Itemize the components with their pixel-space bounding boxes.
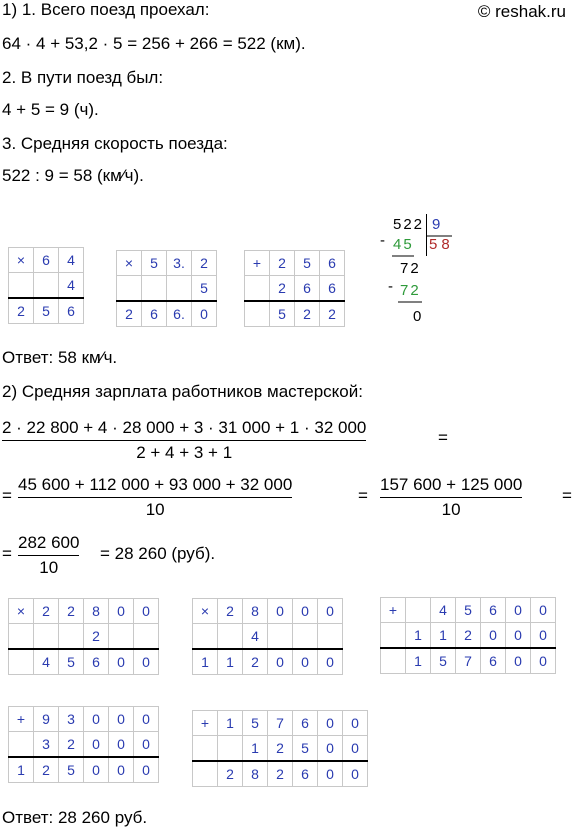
long-division-522-by-9 [380, 206, 470, 326]
column-addition-157600-125000 [192, 710, 368, 787]
grid-cell: 8 [84, 599, 109, 624]
grid-result-cell: 6 [142, 301, 167, 327]
grid-cell: 0 [318, 599, 343, 624]
grid-result-cell: 0 [109, 649, 134, 675]
grid-cell [381, 623, 406, 649]
grid-cell [268, 624, 293, 650]
watermark: © reshak.ru [477, 2, 566, 21]
grid-row [193, 599, 343, 624]
grid-cell: 5 [456, 598, 481, 623]
grid-row [9, 273, 84, 299]
fraction-1-bar [2, 440, 366, 441]
grid-cell: 5 [295, 251, 320, 276]
grid-cell [193, 736, 218, 762]
division-quotient: 58 [429, 236, 454, 253]
fraction-4-numerator: 282 600 [18, 533, 80, 552]
grid-cell: × [9, 599, 34, 624]
grid-result-cell: 5 [59, 757, 84, 783]
grid-result-cell: 0 [318, 761, 343, 787]
grid-cell: 5 [192, 276, 217, 302]
grid-result-cell: 2 [218, 761, 243, 787]
grid-cell: 2 [270, 251, 295, 276]
grid-cell: 0 [268, 599, 293, 624]
grid-cell [9, 624, 34, 650]
part1-step-2: 2. В пути поезд был: [2, 68, 164, 87]
grid-result-cell: 2 [268, 761, 293, 787]
grid-result-cell: 5 [59, 649, 84, 675]
grid-result-cell: 2 [243, 649, 268, 675]
grid-cell: 6 [320, 251, 345, 276]
grid-cell: 1 [431, 623, 456, 649]
fraction-4-denominator: 10 [39, 558, 59, 577]
fraction-3-numerator: 157 600 + 125 000 [380, 475, 523, 494]
column-multiplication-64x4 [8, 247, 84, 324]
equals-sign-4: = [562, 486, 572, 505]
grid-result-cell: 1 [193, 649, 218, 675]
part1-title: 1) 1. Всего поезд проехал: [2, 0, 210, 19]
grid-result-cell: 6. [167, 301, 192, 327]
grid-result-cell: 2 [295, 301, 320, 327]
fraction-2-numerator: 45 600 + 112 000 + 93 000 + 32 000 [18, 475, 293, 494]
part1-step-3: 3. Средняя скорость поезда: [2, 134, 228, 153]
grid-result-cell: 0 [506, 648, 531, 674]
grid-result-cell: 1 [9, 757, 34, 783]
grid-result-cell: 6 [293, 761, 318, 787]
equals-sign-1: = [438, 428, 448, 447]
grid-cell: 0 [481, 623, 506, 649]
grid-cell: 5 [293, 736, 318, 762]
grid-result-row [193, 649, 343, 675]
equals-sign-2: = [2, 486, 12, 505]
grid-result-row [245, 301, 345, 327]
grid-row [9, 732, 159, 758]
column-multiplication-53-2x5 [116, 250, 217, 327]
part2-answer: Ответ: 28 260 руб. [2, 808, 148, 827]
grid-row [9, 599, 159, 624]
grid-result-cell: 5 [431, 648, 456, 674]
grid-cell: 1 [243, 736, 268, 762]
grid-cell [34, 624, 59, 650]
fraction-4-bar [18, 555, 79, 556]
column-multiplication-22800x2 [8, 598, 159, 675]
fraction-2-bar [18, 497, 292, 498]
grid-result-row [9, 649, 159, 675]
grid-cell: 1 [218, 711, 243, 736]
grid-cell: × [193, 599, 218, 624]
fraction-products-sum [18, 475, 292, 520]
part2-title: 2) Средняя зарплата работников мастерской: [2, 382, 363, 401]
grid-cell: 4 [59, 248, 84, 273]
grid-result-cell: 0 [531, 648, 556, 674]
column-multiplication-28000x4 [192, 598, 343, 675]
grid-result-row [193, 761, 368, 787]
average-result: = 28 260 (руб). [100, 544, 216, 563]
grid-cell [9, 273, 34, 299]
equals-sign-5: = [2, 544, 12, 563]
grid-cell: 8 [243, 599, 268, 624]
division-dividend: 522 [393, 216, 425, 233]
grid-cell [109, 624, 134, 650]
grid-cell: 0 [109, 732, 134, 758]
part1-equation-2: 4 + 5 = 9 (ч). [2, 100, 99, 119]
grid-result-row [381, 648, 556, 674]
grid-result-cell: 7 [456, 648, 481, 674]
grid-cell: 0 [84, 732, 109, 758]
part1-equation-1: 64 · 4 + 53,2 · 5 = 256 + 266 = 522 (км). [2, 34, 306, 53]
grid-result-cell: 5 [270, 301, 295, 327]
grid-cell [318, 624, 343, 650]
grid-cell: 0 [531, 598, 556, 623]
grid-result-cell [381, 648, 406, 674]
grid-result-cell [245, 301, 270, 327]
grid-cell [59, 624, 84, 650]
fraction-weighted-sum [2, 418, 366, 463]
division-minus-2: - [388, 278, 393, 295]
grid-cell: 3 [59, 707, 84, 732]
grid-result-cell: 0 [318, 649, 343, 675]
grid-result-cell: 2 [320, 301, 345, 327]
grid-row [9, 707, 159, 732]
fraction-1-numerator: 2 · 22 800 + 4 · 28 000 + 3 · 31 000 + 1 · 32 000 [2, 418, 367, 437]
grid-cell: 9 [34, 707, 59, 732]
grid-cell: 2 [456, 623, 481, 649]
grid-result-row [9, 757, 159, 783]
column-addition-256-266 [244, 250, 345, 327]
grid-cell: 2 [59, 599, 84, 624]
grid-cell [218, 624, 243, 650]
grid-result-cell [193, 761, 218, 787]
grid-cell: 4 [431, 598, 456, 623]
division-subtrahend-1: 45 [393, 236, 414, 253]
grid-cell: 0 [506, 623, 531, 649]
grid-result-cell [9, 649, 34, 675]
grid-result-cell: 0 [134, 649, 159, 675]
grid-row [9, 248, 84, 273]
grid-cell: 4 [59, 273, 84, 299]
grid-cell [245, 276, 270, 302]
grid-cell [134, 624, 159, 650]
grid-result-cell: 6 [59, 298, 84, 324]
part1-answer: Ответ: 58 км⁄ч. [2, 348, 118, 367]
grid-cell: 2 [59, 732, 84, 758]
grid-cell [9, 732, 34, 758]
grid-cell: 0 [109, 707, 134, 732]
grid-cell: 0 [531, 623, 556, 649]
grid-cell: 0 [134, 732, 159, 758]
grid-cell: 1 [406, 623, 431, 649]
grid-cell: 0 [134, 707, 159, 732]
grid-row [245, 276, 345, 302]
grid-cell: 0 [84, 707, 109, 732]
grid-result-cell: 4 [34, 649, 59, 675]
grid-result-cell: 2 [9, 298, 34, 324]
grid-cell: 0 [318, 736, 343, 762]
grid-row [117, 251, 217, 276]
fraction-partial-sum [380, 475, 522, 520]
grid-cell: 3 [34, 732, 59, 758]
division-lines [380, 206, 470, 326]
grid-cell: 2 [84, 624, 109, 650]
equals-sign-3: = [358, 486, 368, 505]
column-addition-93000-32000 [8, 706, 159, 783]
grid-row [381, 598, 556, 623]
fraction-3-denominator: 10 [441, 500, 461, 519]
grid-result-cell: 0 [343, 761, 368, 787]
grid-cell: 3. [167, 251, 192, 276]
grid-cell: + [381, 598, 406, 623]
grid-result-cell: 0 [293, 649, 318, 675]
grid-cell: 6 [295, 276, 320, 302]
fraction-total [18, 533, 79, 578]
grid-cell [293, 624, 318, 650]
grid-cell: 5 [142, 251, 167, 276]
grid-result-cell: 0 [109, 757, 134, 783]
part1-equation-3: 522 : 9 = 58 (км⁄ч). [2, 166, 144, 185]
grid-cell [193, 624, 218, 650]
grid-cell: 0 [343, 736, 368, 762]
grid-cell: 2 [270, 276, 295, 302]
division-divisor: 9 [432, 216, 441, 233]
grid-cell: 0 [506, 598, 531, 623]
grid-result-cell: 2 [34, 757, 59, 783]
grid-cell: 6 [481, 598, 506, 623]
grid-cell: 2 [218, 599, 243, 624]
grid-cell: 7 [268, 711, 293, 736]
grid-cell [218, 736, 243, 762]
grid-result-cell: 0 [84, 757, 109, 783]
grid-result-row [9, 298, 84, 324]
grid-result-cell: 8 [243, 761, 268, 787]
division-subtrahend-2: 72 [400, 282, 421, 299]
grid-row [193, 736, 368, 762]
grid-result-row [117, 301, 217, 327]
grid-result-cell: 2 [117, 301, 142, 327]
fraction-1-denominator: 2 + 4 + 3 + 1 [136, 443, 233, 462]
grid-cell: 6 [320, 276, 345, 302]
grid-cell [117, 276, 142, 302]
grid-cell [142, 276, 167, 302]
grid-cell: 0 [109, 599, 134, 624]
grid-result-cell: 0 [134, 757, 159, 783]
grid-cell: 0 [318, 711, 343, 736]
grid-row [193, 711, 368, 736]
grid-cell: 2 [268, 736, 293, 762]
grid-cell: 6 [34, 248, 59, 273]
division-remainder-2: 0 [413, 308, 422, 325]
grid-result-cell: 0 [192, 301, 217, 327]
grid-row [9, 624, 159, 650]
fraction-3-bar [380, 497, 522, 498]
grid-row [245, 251, 345, 276]
grid-cell: × [117, 251, 142, 276]
grid-row [381, 623, 556, 649]
grid-cell: + [245, 251, 270, 276]
grid-cell: 6 [293, 711, 318, 736]
grid-result-cell: 5 [34, 298, 59, 324]
division-remainder-1: 72 [400, 260, 421, 277]
grid-cell: 4 [243, 624, 268, 650]
grid-cell: × [9, 248, 34, 273]
grid-cell: + [9, 707, 34, 732]
grid-cell [34, 273, 59, 299]
grid-result-cell: 1 [406, 648, 431, 674]
division-minus-1: - [380, 232, 385, 249]
grid-cell: 2 [34, 599, 59, 624]
grid-cell [406, 598, 431, 623]
grid-cell: + [193, 711, 218, 736]
grid-result-cell: 0 [268, 649, 293, 675]
grid-result-cell: 6 [481, 648, 506, 674]
grid-cell: 0 [293, 599, 318, 624]
column-addition-45600-112000 [380, 597, 556, 674]
grid-cell [167, 276, 192, 302]
grid-cell: 0 [134, 599, 159, 624]
grid-cell: 0 [343, 711, 368, 736]
grid-row [117, 276, 217, 302]
grid-result-cell: 1 [218, 649, 243, 675]
grid-row [193, 624, 343, 650]
fraction-2-denominator: 10 [145, 500, 165, 519]
grid-cell: 2 [192, 251, 217, 276]
grid-cell: 5 [243, 711, 268, 736]
grid-result-cell: 6 [84, 649, 109, 675]
